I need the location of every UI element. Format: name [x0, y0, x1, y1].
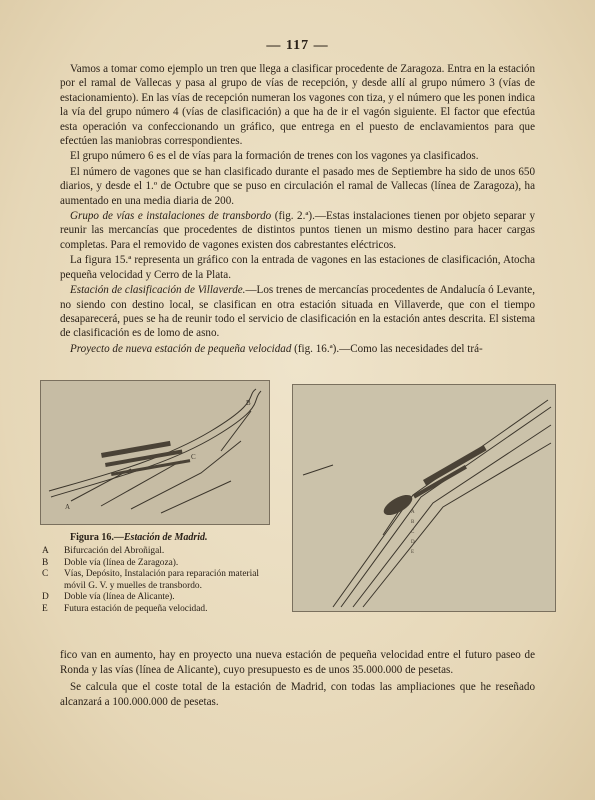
- section-heading: Proyecto de nueva estación de pequeña velocidad: [70, 342, 292, 355]
- body-text-bottom: [60, 648, 535, 712]
- figure-legend: [42, 546, 282, 616]
- section-heading: Estación de clasificación de Villaverde.: [70, 284, 246, 297]
- svg-text:D: D: [411, 540, 415, 545]
- section-heading: Grupo de vías e instalaciones de transbordo: [70, 210, 272, 223]
- paragraph: fico van en aumento, hay en proyecto una nueva estación de pequeña velocidad entre el futuro paseo de Ronda y las vías (línea de Alicante), cuyo presupuesto es de unos 35.000.000 de pesetas.: [60, 649, 535, 676]
- figure-caption: [70, 532, 208, 543]
- legend-text: Futura estación de pequeña velocidad.: [64, 603, 208, 614]
- photo-station-plan-right: [292, 384, 556, 612]
- legend-text: Doble vía (línea de Zaragoza).: [64, 557, 179, 568]
- svg-text:B: B: [411, 520, 415, 525]
- svg-text:B: B: [246, 399, 251, 407]
- legend-key: C: [42, 569, 49, 580]
- figure-caption-title: Estación de Madrid.: [123, 532, 208, 543]
- paragraph: [60, 209, 535, 252]
- paragraph: Vamos a tomar como ejemplo un tren que llega a clasificar procedente de Zaragoza. Entra en la estación por el ramal de Vallecas y pasa al grupo de vías de recepción, y desde allí al grupo número 3 (vías de estacionamiento). En las vías de recepción numeran los vagones con tiza, y el número que les ponen indica la vía del grupo número 4 (vías de clasificación) a que ha de ir el vagón siguiente. El factor que efectúa esta operación va confeccionando un gráfico, que entrega en el puesto de enclavamientos para que efectúen las maniobras correspondientes.: [60, 63, 535, 148]
- section-text: (fig. 2.ª).—Estas instalaciones tienen por objeto separar y reunir las mercancías que procedentes de distintos puntos tienen un mismo destino para hacer cargas completas. Para el removido de vagones existen dos cabrestantes eléctricos.: [60, 210, 535, 251]
- section-text: (fig. 16.ª).—Como las necesidades del trá-: [291, 342, 483, 355]
- legend-item: [42, 592, 282, 604]
- legend-key: E: [42, 603, 48, 614]
- svg-text:E: E: [411, 550, 415, 555]
- legend-item: [42, 569, 282, 592]
- legend-item: [42, 546, 282, 558]
- paragraph: La figura 15.ª representa un gráfico con la entrada de vagones en las estaciones de clasificación, Atocha pequeña velocidad y Cerro de la Plata.: [60, 254, 535, 281]
- legend-key: D: [42, 592, 49, 603]
- legend-item: [42, 558, 282, 570]
- paragraph: El grupo número 6 es el de vías para la formación de trenes con los vagones ya clasificados.: [70, 150, 479, 163]
- paragraph: [60, 342, 535, 356]
- svg-text:C: C: [191, 453, 196, 461]
- svg-text:C: C: [411, 530, 415, 535]
- section-text: —Los trenes de mercancías procedentes de Andalucía ó Levante, no siendo con destino local, se clasifican en otra estación situada en Villaverde, que con el tiempo desaparecerá, pues se ha de reunir todo el servicio de clasificación en la estación antes descrita. El sistema de clasificación es de lomo de asno.: [60, 284, 535, 340]
- legend-key: B: [42, 557, 49, 568]
- figure-caption-prefix: Figura 16.—: [70, 532, 124, 543]
- page-number: — 117 —: [266, 38, 329, 53]
- paragraph: El número de vagones que se han clasificado durante el pasado mes de Septiembre ha sido de unos 650 diarios, y desde el 1.º de Octubre que se puso en circulación el ramal de Vallecas (línea de Zaragoza), ha aumentado en una media diaria de 200.: [60, 165, 535, 207]
- body-text-top: [60, 62, 535, 357]
- legend-text: Vías, Depósito, Instalación para reparación material móvil G. V. y muelles de transbordo.: [64, 569, 259, 591]
- legend-item: [42, 604, 282, 616]
- svg-text:A: A: [411, 510, 415, 515]
- legend-text: Doble vía (línea de Alicante).: [64, 592, 175, 603]
- paragraph: [60, 283, 535, 341]
- svg-text:A: A: [65, 503, 71, 511]
- paragraph: Se calcula que el coste total de la estación de Madrid, con todas las ampliaciones que he reseñado alcanzará a 100.000.000 de pesetas.: [60, 681, 535, 708]
- legend-text: Bifurcación del Abroñigal.: [64, 546, 165, 556]
- legend-key: A: [42, 546, 49, 556]
- photo-station-plan-left: [40, 380, 270, 525]
